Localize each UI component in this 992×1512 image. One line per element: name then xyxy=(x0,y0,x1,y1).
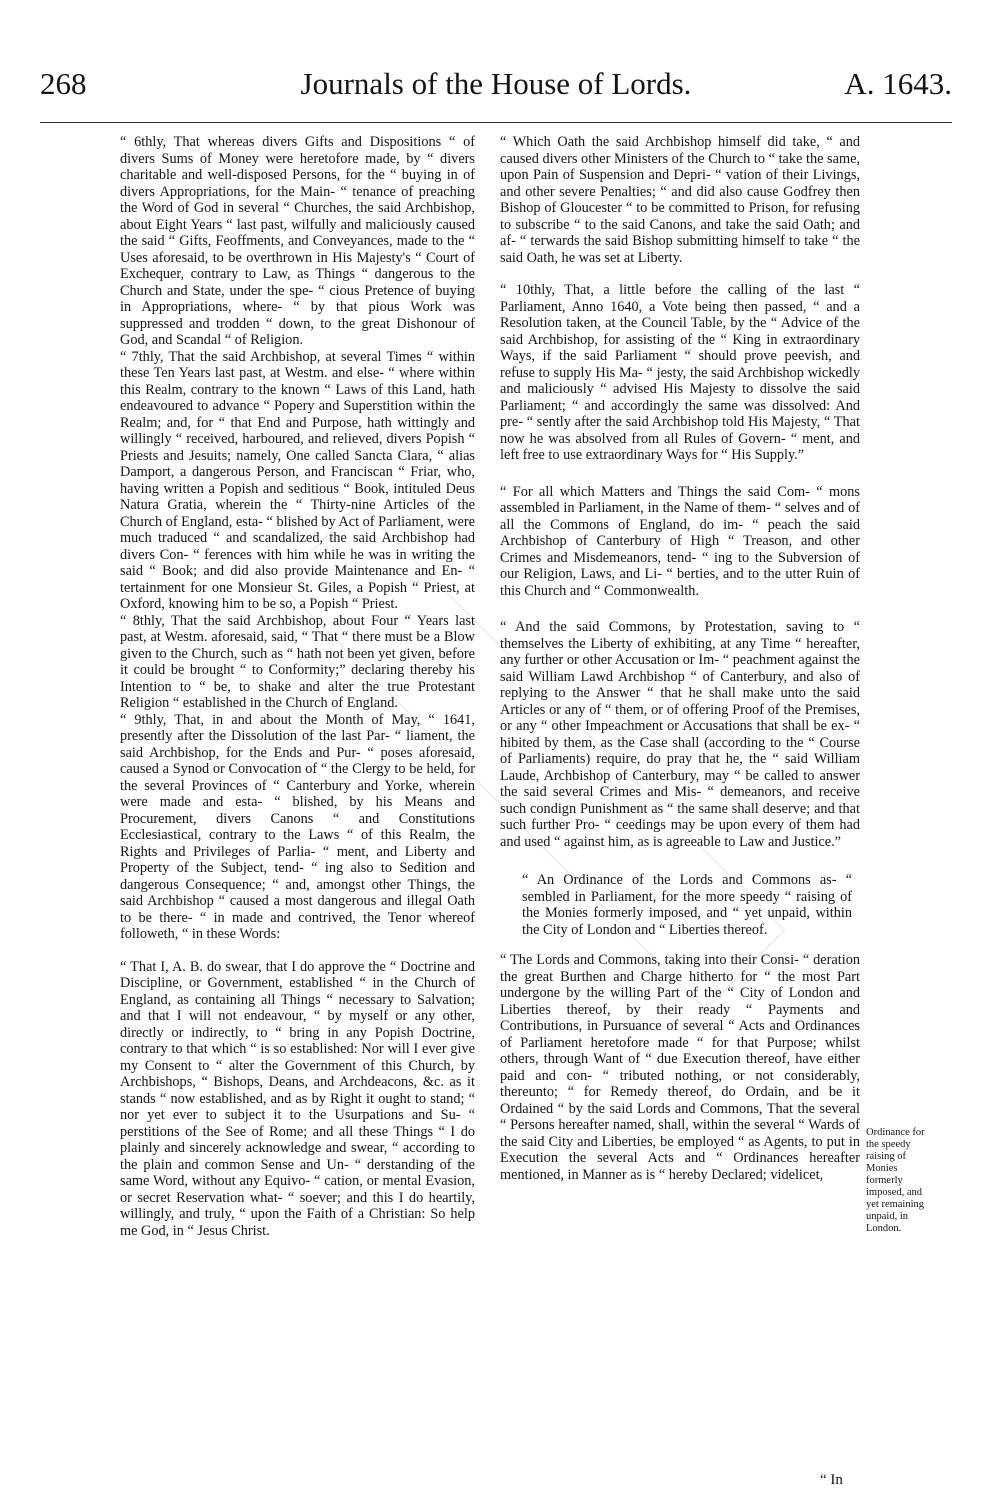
page-header xyxy=(40,62,952,123)
catchword: “ In xyxy=(820,1472,843,1488)
right-column xyxy=(500,134,860,1183)
article-8: “ 8thly, That the said Archbishop, about Four “ Years last past, at Westm. aforesaid, said, “ That “ there must be a Blow given to the Church, such as “ hath not been yet given, before it could be brought “ to Conformity;” declaring thereby his Intention to “ be, to shake and alter the true Protestant Religion “ established in the Church of England. xyxy=(120,612,475,711)
page-number: 268 xyxy=(40,66,87,101)
article-6: “ 6thly, That whereas divers Gifts and Dispositions “ of divers Sums of Money were heretofore made, by “ divers charitable and well-disposed Persons, for the “ buying in of divers Appropriations, for the Main- “ tenance of preaching the Word of God in several “ Churches, the said Archbishop, about Eight Years “ last past, wilfully and maliciously caused the said “ Gifts, Feoffments, and Conveyances, made to the “ Uses aforesaid, to be overthrown in His Majesty's “ Court of Exchequer, contrary to Law, as Things “ dangerous to the Church and State, under the spe- “ cious Pretence of buying in Appropriations, where- “ by that pious Work was suppressed and trodden “ down, to the great Dishonour of God, and Scandal “ of Religion. xyxy=(120,134,475,348)
running-title: Journals of the House of Lords. xyxy=(300,66,692,101)
article-7: “ 7thly, That the said Archbishop, at several Times “ within these Ten Years last past, at Westm. and else- “ where within this Realm, contrary to the known “ Laws of this Land, hath endeavoured to advance “ Popery and Superstition within the Realm; and, for “ that End and Purpose, hath wittingly and willingly “ received, harboured, and relieved, divers Popish “ Priests and Jesuits; namely, One called Sancta Clara, “ alias Damport, a dangerous Person, and Franciscan “ Friar, who, having written a Popish and seditious “ Book, intituled Deus Natura Gratia, wherein the “ Thirty-nine Articles of the Church of England, esta- “ blished by Act of Parliament, were much traduced “ and scandalized, the said Archbishop had divers Con- “ ferences with him while he was in writing the said “ Book; and did also provide Maintenance and En- “ tertainment for one Monsieur St. Giles, a Popish “ Priest, at Oxford, knowing him to be so, a Popish “ Priest. xyxy=(120,348,475,612)
left-column xyxy=(120,134,475,1239)
oath-text: “ That I, A. B. do swear, that I do approve the “ Doctrine and Discipline, or Government, established “ in the Church of England, as containing all Things “ necessary to Salvation; and that I will not endeavour, “ by myself or any other, directly or indirectly, to “ bring in any Popish Doctrine, contrary to that which “ is so established: Nor will I ever give my Consent to “ alter the Government of this Church, by Archbishops, “ Bishops, Deans, and Archdeacons, &c. as it stands “ now established, and as by Right it ought to stand; “ nor yet ever to subject it to the Usurpations and Su- “ perstitions of the See of Rome; and all these Things “ I do plainly and sincerely acknowledge and swear, “ according to the plain and common Sense and Un- “ derstanding of the same Word, without any Equivo- “ cation, or mental Evasion, or secret Reservation what- “ soever; and this I do heartily, willingly, and truly, “ upon the Faith of a Christian: So help me God, in “ Jesus Christ. xyxy=(120,958,475,1239)
ordinance-title: “ An Ordinance of the Lords and Commons as- “ sembled in Parliament, for the more speedy “ raising of the Monies formerly imposed, and “ yet unpaid, within the City of London and “ Liberties thereof. xyxy=(522,872,852,938)
article-10: “ 10thly, That, a little before the calling of the last “ Parliament, Anno 1640, a Vote being then passed, “ and a Resolution taken, at the Council Table, by the “ Advice of the said Archbishop, for assisting of the “ King in extraordinary Ways, if the said Parliament “ should prove peevish, and refuse to supply His Ma- “ jesty, the said Archbishop wickedly and maliciously “ advised His Majesty to dissolve the said Parliament; “ and accordingly the same was dissolved: And pre- “ sently after the said Archbishop told His Majesty, “ That now he was absolved from all Rules of Govern- “ ment, and left free to use extraordinary Ways for “ His Supply.” xyxy=(500,282,860,463)
margin-note: Ordinance for the speedy raising of Monies formerly imposed, and yet remaining unpaid, in London. xyxy=(866,1127,925,1234)
ordinance-body: “ The Lords and Commons, taking into their Consi- “ deration the great Burthen and Charge hitherto for “ the most Part undergone by the willing Part of the “ City of London and Liberties thereof, by their ready “ Payments and Contributions, in Pursuance of several “ Acts and Ordinances of Parliament heretofore made “ for that Purpose; whilst others, through Want of “ due Execution thereof, have either paid and con- “ tributed nothing, or not considerably, thereunto; “ for Remedy thereof, do Ordain, and be it Ordained “ by the said Lords and Commons, That the several “ Persons hereafter named, shall, within the several “ Wards of the said City and Liberties, be employed “ as Agents, to put in Execution the several Acts and “ Ordinances hereafter mentioned, in Manner as is “ hereby Declared; videlicet, xyxy=(500,952,860,1183)
protestation-paragraph: “ And the said Commons, by Protestation, saving to “ themselves the Liberty of exhibiting, at any Time “ hereafter, any further or other Accusation or Im- “ peachment against the said William Lawd Archbishop “ of Canterbury, and also of replying to the Answer “ that he shall make unto the said Articles or any of “ them, or of offering Proof of the Premises, or any “ other Impeachment or Accusations that shall be ex- “ hibited by them, as the Case shall (according to the “ Course of Parliaments) require, do pray that he, the “ said William Laude, Archbishop of Canterbury, may “ be called to answer the said several Crimes and Mis- “ demeanors, and receive such condign Punishment as “ the same shall deserve; and that such further Pro- “ ceedings may be upon every of them had and used “ against him, as is agreeable to Law and Justice.” xyxy=(500,619,860,850)
page-year: A. 1643. xyxy=(844,66,952,101)
oath-taken-paragraph: “ Which Oath the said Archbishop himself did take, “ and caused divers other Ministers of the Church to “ take the same, upon Pain of Suspension and Depri- “ vation of their Livings, and other severe Penalties; “ and did also cause Godfrey then Bishop of Gloucester “ to be committed to Prison, for refusing to subscribe “ to the said Canons, and take the said Oath; and af- “ terwards the said Bishop submitting himself to take “ the said Oath, he was set at Liberty. xyxy=(500,134,860,266)
article-9: “ 9thly, That, in and about the Month of May, “ 1641, presently after the Dissolution of the last Par- “ liament, the said Archbishop, for the Ends and Pur- “ poses aforesaid, caused a Synod or Convocation of “ the Clergy to be held, for the several Provinces of “ Canterbury and Yorke, wherein were made and esta- “ blished, by his Means and Procurement, divers Canons “ and Constitutions Ecclesiastical, contrary to the Laws “ of this Realm, the Rights and Privileges of Parlia- “ ment, and Liberty and Property of the Subject, tend- “ ing also to Sedition and dangerous Consequence; “ and, amongst other Things, the said Archbishop “ caused a most dangerous and illegal Oath to be there- “ in made and contrived, the Tenor whereof followeth, “ in these Words: xyxy=(120,711,475,942)
impeachment-paragraph: “ For all which Matters and Things the said Com- “ mons assembled in Parliament, in the Name of them- “ selves and of all the Commons of England, do im- “ peach the said Archbishop of Canterbury of High “ Treason, and other Crimes and Misdemeanors, tend- “ ing to the Subversion of our Religion, Laws, and Li- “ berties, and to the utter Ruin of this Church and “ Commonwealth. xyxy=(500,483,860,599)
